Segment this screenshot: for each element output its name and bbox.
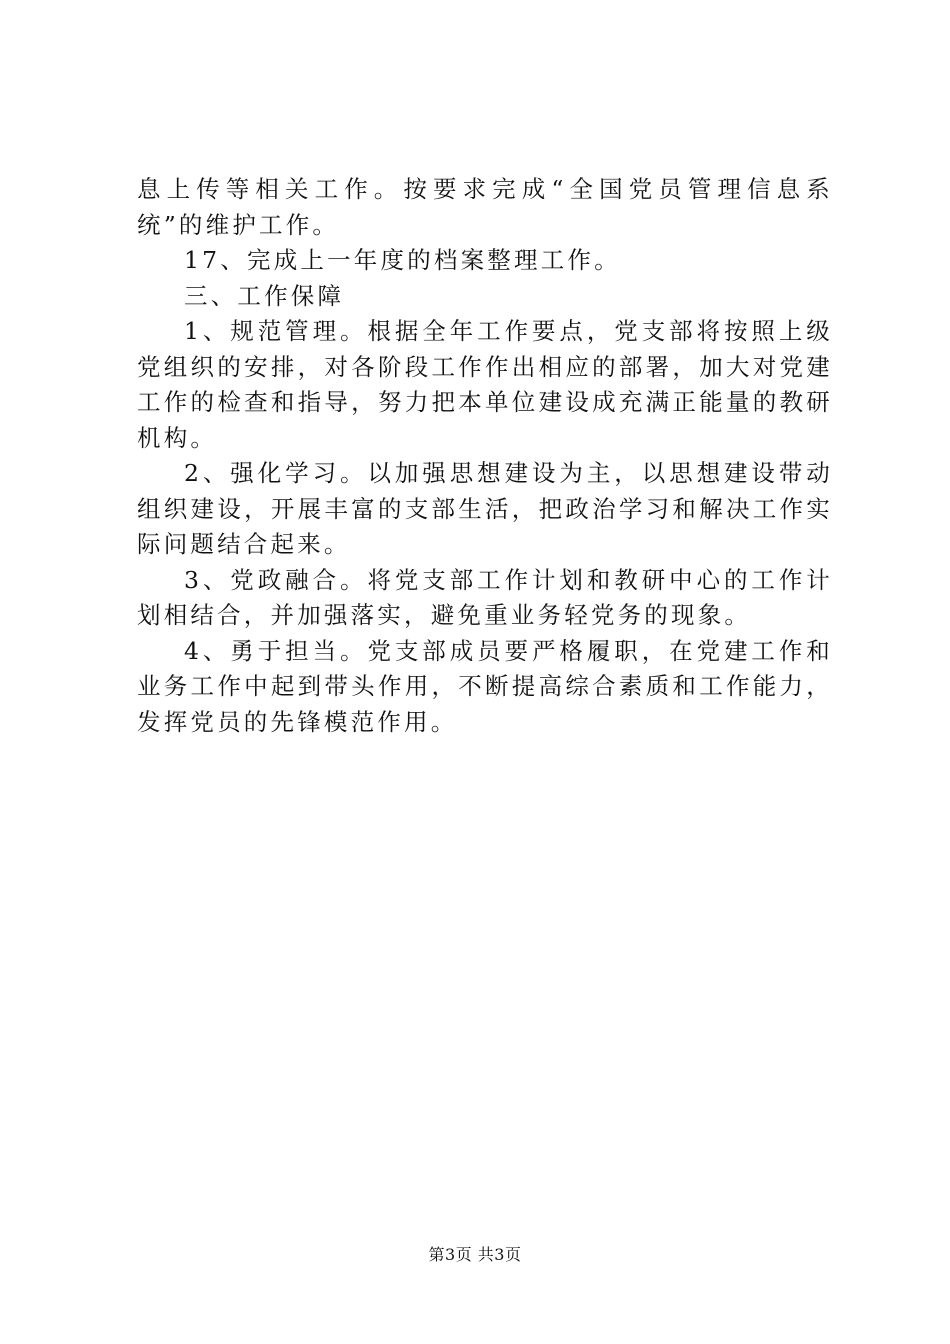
document-body (137, 172, 833, 740)
section-heading-work-guarantee: 三、工作保障 (184, 281, 345, 310)
paragraph-item-17: 17、完成上一年度的档案整理工作。 (184, 246, 621, 274)
page-footer (0, 1243, 950, 1267)
paragraph-continuation: 息上传等相关工作。按要求完成“全国党员管理信息系统”的维护工作。 (137, 175, 833, 239)
page-number: 第3页 (428, 1245, 473, 1264)
paragraph-party-admin-integration: 3、党政融合。将党支部工作计划和教研中心的工作计划相结合，并加强落实，避免重业务轻党务的现象。 (137, 565, 833, 629)
paragraph-standardized-management: 1、规范管理。根据全年工作要点，党支部将按照上级党组织的安排，对各阶段工作作出相应的部署，加大对党建工作的检查和指导，努力把本单位建设成充满正能量的教研机构。 (137, 317, 833, 452)
page-total: 共3页 (477, 1245, 522, 1264)
paragraph-take-responsibility: 4、勇于担当。党支部成员要严格履职，在党建工作和业务工作中起到带头作用，不断提高综合素质和工作能力，发挥党员的先锋模范作用。 (137, 636, 833, 736)
paragraph-strengthen-learning: 2、强化学习。以加强思想建设为主，以思想建设带动组织建设，开展丰富的支部生活，把政治学习和解决工作实际问题结合起来。 (137, 459, 833, 558)
